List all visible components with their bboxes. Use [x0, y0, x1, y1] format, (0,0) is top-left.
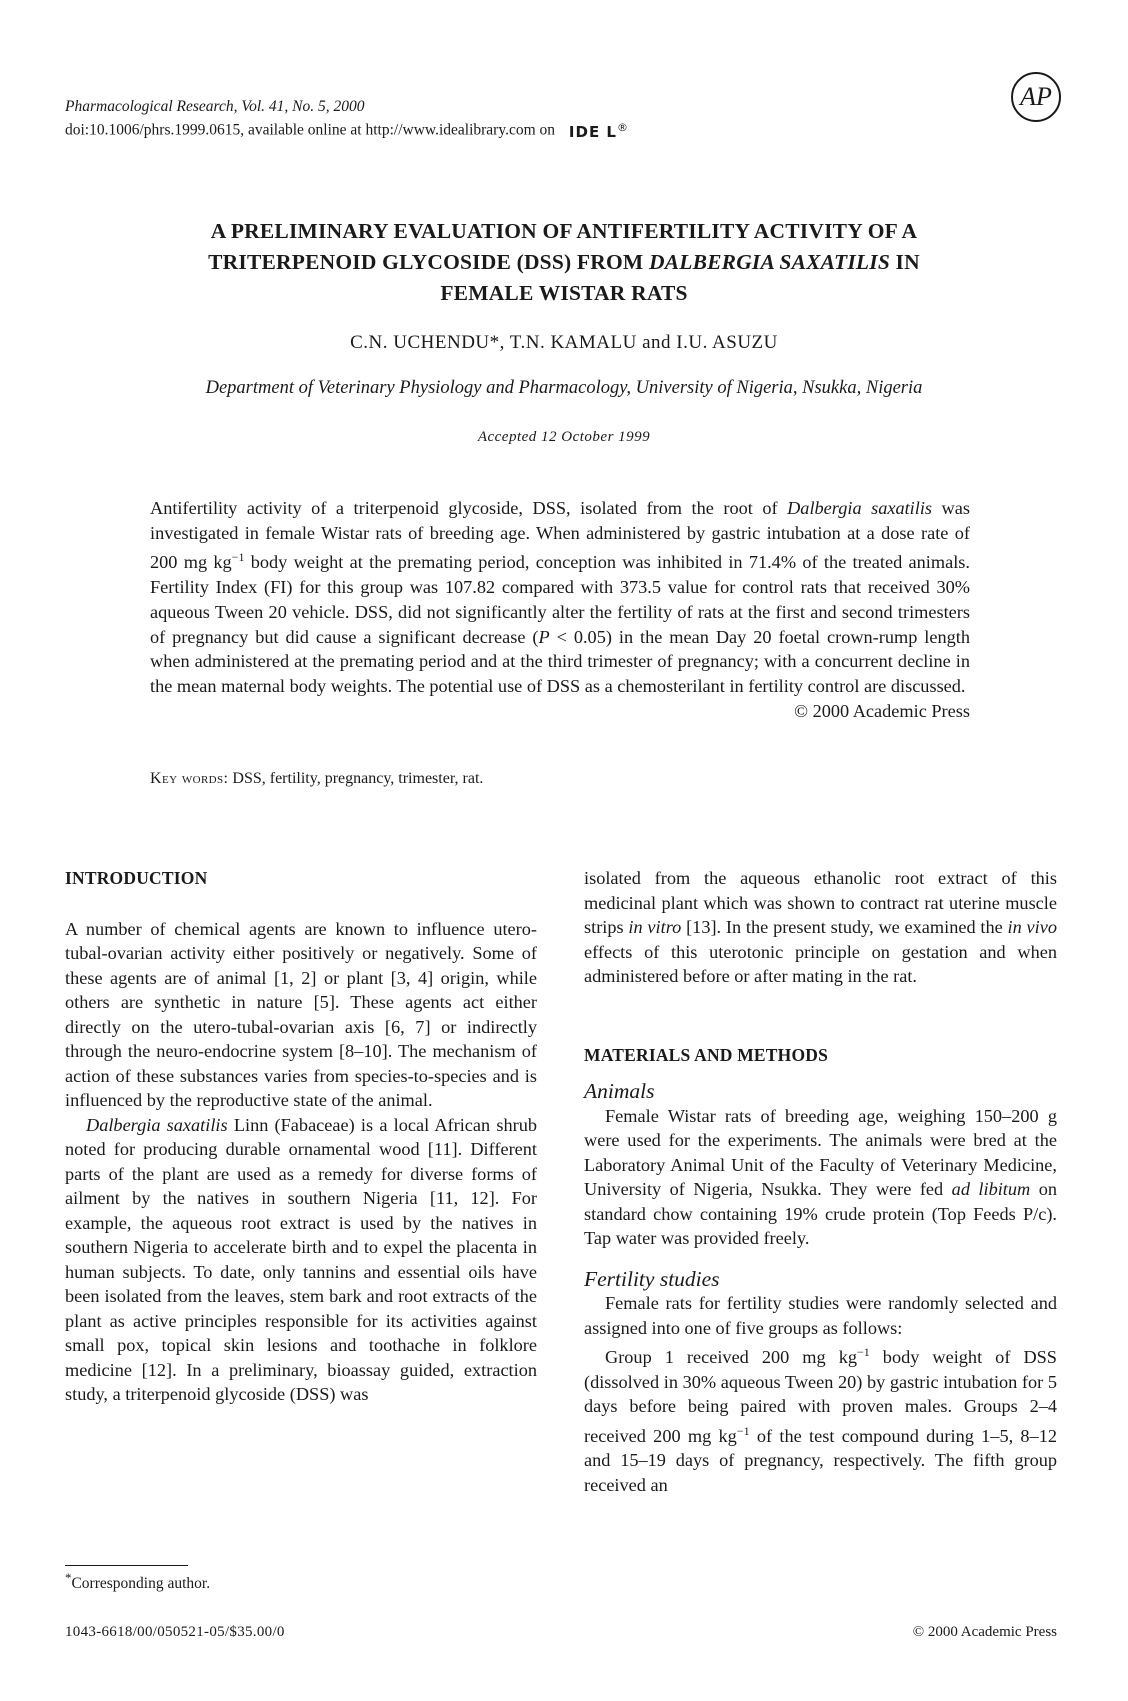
abstract: Antifertility activity of a triterpenoid glycoside, DSS, isolated from the root of Dalbergia saxatilis was investigated in female Wistar rats of breeding age. When administered by gastric intubation at a dose rate of 200 mg $kg^{-1}$ body weight at the premating period, conception was inhibited in 71.4% of the treated animals. Fertility Index (FI) for this group was 107.82 compared with 373.5 value for control rats that received 30% aqueous Tween 20 vehicle. DSS, did not significantly alter the fertility of rats at the first and second trimesters of pregnancy but did cause a significant decrease (P < 0.05) in the mean Day 20 foetal crown-rump length when administered at the premating period and at the third trimester of pregnancy; with a concurrent decline in the mean maternal body weights. The potential use of DSS as a chemosterilant in fertility control are discussed. © 2000 Academic Press [150, 496, 970, 723]
fertility-paragraph-1: Female rats for fertility studies were randomly selected and assigned into one of five groups as follows: [584, 1293, 1057, 1338]
footer-copyright: © 2000 Academic Press [912, 1624, 1057, 1640]
journal-citation: Pharmacological Research, Vol. 41, No. 5, 2000 [65, 98, 365, 115]
academic-press-logo: AP [1011, 72, 1061, 122]
subheading-fertility-studies: Fertility studies [584, 1266, 720, 1291]
keywords: Key words: DSS, fertility, pregnancy, trimester, rat. [150, 770, 484, 787]
intro-paragraph-3: isolated from the aqueous ethanolic root extract of this medicinal plant which was shown to contract rat uterine muscle strips in vitro [13]. In the present study, we examined the in vivo effects of this uterotonic principle on gestation and when administered before or after mating in the rat. [584, 868, 1058, 986]
fertility-paragraph-2: Group 1 received 200 mg $kg^{-1}$ body weight of DSS (dissolved in 30% aqueous Tween 20) by gastric intubation for 5 days before being paired with proven males. Groups 2–4 received 200 mg $kg^{-1}$ of the test compound during 1–5, 8–12 and 15–19 days of pregnancy, respectively. The fifth group received an [584, 1345, 1057, 1495]
section-heading-methods: MATERIALS AND METHODS [584, 1044, 829, 1065]
article-title [80, 216, 1048, 309]
right-column [584, 866, 1057, 1497]
ideal-logo: IDE L® [568, 121, 629, 141]
footnote-divider [65, 1565, 188, 1566]
title-line-3: FEMALE WISTAR RATS [440, 281, 688, 305]
intro-paragraph-2: Dalbergia saxatilis Linn (Fabaceae) is a local African shrub noted for producing durable ornamental wood [11]. Different parts of the plant are used as a remedy for diverse forms of ailment by the natives in southern Nigeria [11, 12]. For example, the aqueous root extract is used by the natives in southern Nigeria to accelerate birth and to expel the placenta in human subjects. To date, only tannins and essential oils have been isolated from the leaves, stem bark and root extracts of the plant as active principles responsible for its activities against small pox, topical skin lesions and toothache in folklore medicine [12]. In a preliminary, bioassay guided, extraction study, a triterpenoid glycoside (DSS) was [65, 1114, 538, 1404]
doi-text: doi:10.1006/phrs.1999.0615, available online at http://www.idealibrary.com on [65, 121, 556, 139]
title-line-2: TRITERPENOID GLYCOSIDE (DSS) FROM DALBERGIA SAXATILIS IN [208, 250, 920, 274]
affiliation: Department of Veterinary Physiology and Pharmacology, University of Nigeria, Nsukka, Nigeria [205, 378, 923, 398]
section-heading-introduction: INTRODUCTION [65, 868, 208, 888]
footnote: *Corresponding author. [65, 1570, 211, 1593]
authors: C.N. UCHENDU*, T.N. KAMALU and I.U. ASUZU [350, 332, 778, 353]
footer-issn: 1043-6618/00/050521-05/$35.00/0 [65, 1624, 285, 1640]
intro-paragraph-1: A number of chemical agents are known to influence utero-tubal-ovarian activity either positively or negatively. Some of these agents are of animal [1, 2] or plant [3, 4] origin, while others are synthetic in nature [5]. These agents act either directly on the utero-tubal-ovarian axis [6, 7] or indirectly through the neuro-endocrine system [8–10]. The mechanism of action of these substances varies from species-to-species and is influenced by the reproductive state of the animal. [65, 918, 537, 1110]
abstract-copyright: © 2000 Academic Press [794, 700, 970, 721]
accepted-date: Accepted 12 October 1999 [477, 429, 651, 445]
doi-line [65, 118, 629, 144]
title-line-1: A PRELIMINARY EVALUATION OF ANTIFERTILITY ACTIVITY OF A [210, 219, 918, 243]
subheading-animals: Animals [584, 1079, 655, 1103]
animals-paragraph: Female Wistar rats of breeding age, weighing 150–200 g were used for the experiments. The animals were bred at the Laboratory Animal Unit of the Faculty of Veterinary Medicine, University of Nigeria, Nsukka. They were fed ad libitum on standard chow containing 19% crude protein (Top Feeds P/c). Tap water was provided freely. [584, 1105, 1057, 1248]
left-column [65, 866, 537, 1407]
journal-header [65, 96, 629, 144]
